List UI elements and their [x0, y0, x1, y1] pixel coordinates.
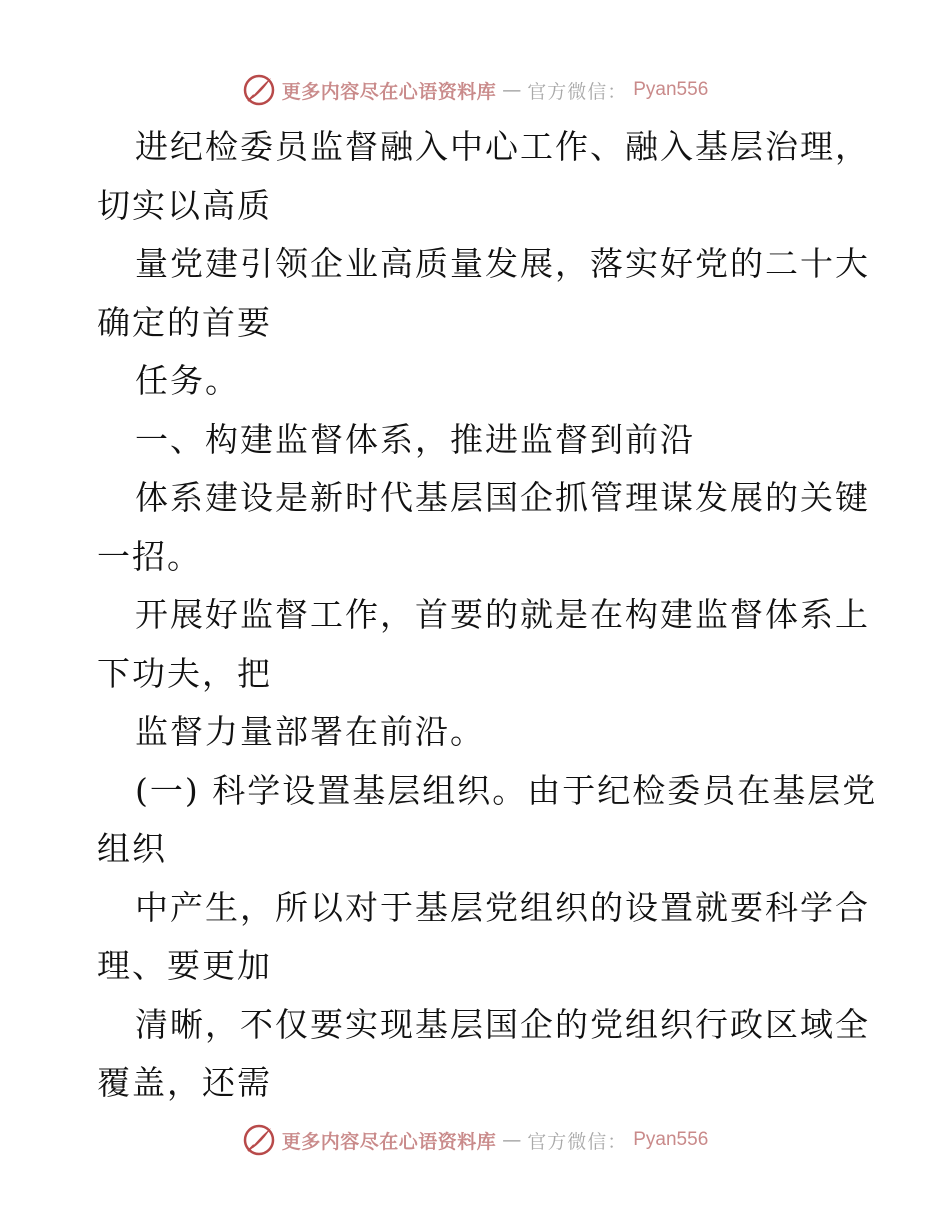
watermark-dash: — [502, 1129, 522, 1151]
text-line: 覆盖，还需 [97, 1063, 272, 1102]
footer-watermark [0, 1122, 950, 1158]
text-line: 切实以高质 [97, 185, 272, 225]
text-line: 一招。 [97, 536, 202, 576]
text-line: 组织 [97, 829, 167, 868]
section-heading: 一、构建监督体系，推进监督到前沿 [135, 419, 695, 459]
text-line: 确定的首要 [97, 302, 272, 342]
document-body [97, 118, 878, 1113]
text-line: (一) 科学设置基层组织。由于纪检委员在基层党 [135, 770, 878, 810]
header-watermark [0, 72, 950, 108]
watermark-wechat-id: Pyan556 [633, 79, 709, 100]
text-line: 监督力量部署在前沿。 [135, 712, 485, 751]
text-line: 中产生，所以对于基层党组织的设置就要科学合 [135, 887, 870, 927]
text-line: 理、要更加 [97, 946, 272, 985]
watermark-brand: 更多内容尽在心语资料库 [281, 1130, 497, 1153]
watermark-brand: 更多内容尽在心语资料库 [281, 80, 497, 103]
text-line: 体系建设是新时代基层国企抓管理谋发展的关键 [135, 478, 870, 517]
text-line: 量党建引领企业高质量发展，落实好党的二十大 [135, 244, 870, 283]
text-line: 开展好监督工作，首要的就是在构建监督体系上 [135, 595, 870, 634]
watermark-dash: — [502, 79, 522, 101]
quill-logo-icon [242, 73, 276, 107]
watermark-wechat-label: 官方微信： [527, 80, 628, 103]
watermark-wechat-id: Pyan556 [633, 1129, 709, 1150]
watermark-wechat-label: 官方微信： [527, 1130, 628, 1153]
text-line: 任务。 [135, 361, 240, 400]
quill-logo-icon [242, 1123, 276, 1157]
text-line: 进纪检委员监督融入中心工作、融入基层治理， [135, 127, 870, 166]
text-line: 下功夫，把 [97, 653, 272, 693]
text-line: 清晰，不仅要实现基层国企的党组织行政区域全 [135, 1004, 870, 1044]
